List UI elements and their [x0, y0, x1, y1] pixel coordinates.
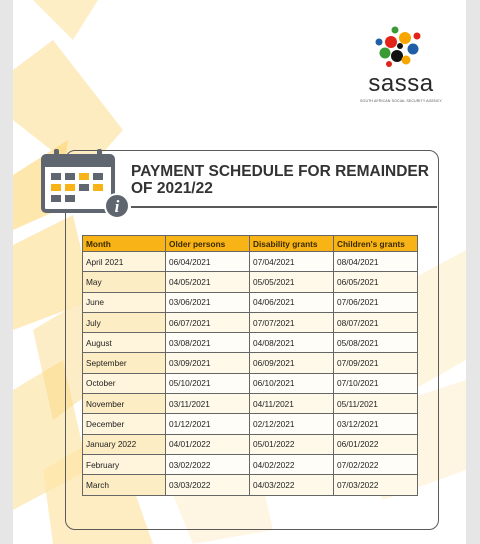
cell-disability-grants: 04/11/2021	[250, 394, 334, 414]
hands-emblem-icon	[351, 22, 451, 72]
payment-schedule-table	[82, 235, 418, 496]
cell-childrens-grants: 06/01/2022	[334, 434, 418, 454]
cell-older-persons: 03/02/2022	[166, 454, 250, 474]
table-header-row	[83, 236, 418, 252]
cell-childrens-grants: 07/02/2022	[334, 454, 418, 474]
column-header-month: Month	[83, 236, 166, 252]
column-header-childrens-grants: Children's grants	[334, 236, 418, 252]
table-row	[83, 475, 418, 495]
cell-childrens-grants: 07/03/2022	[334, 475, 418, 495]
cell-older-persons: 03/03/2022	[166, 475, 250, 495]
cell-disability-grants: 04/03/2022	[250, 475, 334, 495]
sassa-logo	[351, 22, 451, 112]
cell-disability-grants: 04/06/2021	[250, 292, 334, 312]
table-row	[83, 312, 418, 332]
table-row	[83, 353, 418, 373]
cell-childrens-grants: 05/08/2021	[334, 333, 418, 353]
cell-older-persons: 06/04/2021	[166, 252, 250, 272]
cell-month: June	[83, 292, 166, 312]
page-title	[131, 163, 431, 197]
cell-month: March	[83, 475, 166, 495]
cell-childrens-grants: 07/09/2021	[334, 353, 418, 373]
svg-text:i: i	[114, 197, 120, 216]
column-header-disability-grants: Disability grants	[250, 236, 334, 252]
logo-wordmark: sassa	[368, 70, 434, 97]
table-row	[83, 333, 418, 353]
cell-month: October	[83, 373, 166, 393]
cell-older-persons: 03/09/2021	[166, 353, 250, 373]
cell-disability-grants: 06/10/2021	[250, 373, 334, 393]
cell-older-persons: 03/06/2021	[166, 292, 250, 312]
table-row	[83, 252, 418, 272]
cell-older-persons: 03/11/2021	[166, 394, 250, 414]
table-row	[83, 434, 418, 454]
info-icon	[105, 194, 129, 218]
cell-childrens-grants: 07/06/2021	[334, 292, 418, 312]
cell-month: July	[83, 312, 166, 332]
cell-childrens-grants: 03/12/2021	[334, 414, 418, 434]
cell-month: September	[83, 353, 166, 373]
cell-month: August	[83, 333, 166, 353]
title-divider	[131, 206, 437, 208]
cell-disability-grants: 04/02/2022	[250, 454, 334, 474]
cell-month: February	[83, 454, 166, 474]
cell-older-persons: 06/07/2021	[166, 312, 250, 332]
column-header-older-persons: Older persons	[166, 236, 250, 252]
table-row	[83, 414, 418, 434]
cell-childrens-grants: 07/10/2021	[334, 373, 418, 393]
cell-month: January 2022	[83, 434, 166, 454]
cell-older-persons: 03/08/2021	[166, 333, 250, 353]
title-line-1: PAYMENT SCHEDULE FOR REMAINDER	[131, 163, 429, 180]
logo-tagline: SOUTH AFRICAN SOCIAL SECURITY AGENCY	[360, 99, 442, 103]
cell-childrens-grants: 05/11/2021	[334, 394, 418, 414]
title-line-2: OF 2021/22	[131, 180, 213, 197]
cell-older-persons: 01/12/2021	[166, 414, 250, 434]
calendar-icon	[40, 146, 130, 226]
cell-month: December	[83, 414, 166, 434]
cell-disability-grants: 04/08/2021	[250, 333, 334, 353]
cell-childrens-grants: 06/05/2021	[334, 272, 418, 292]
cell-disability-grants: 05/05/2021	[250, 272, 334, 292]
table-row	[83, 292, 418, 312]
cell-older-persons: 04/01/2022	[166, 434, 250, 454]
cell-childrens-grants: 08/04/2021	[334, 252, 418, 272]
cell-disability-grants: 07/04/2021	[250, 252, 334, 272]
cell-disability-grants: 05/01/2022	[250, 434, 334, 454]
cell-disability-grants: 07/07/2021	[250, 312, 334, 332]
cell-childrens-grants: 08/07/2021	[334, 312, 418, 332]
cell-older-persons: 04/05/2021	[166, 272, 250, 292]
cell-older-persons: 05/10/2021	[166, 373, 250, 393]
table-row	[83, 373, 418, 393]
cell-month: May	[83, 272, 166, 292]
cell-month: April 2021	[83, 252, 166, 272]
table-row	[83, 272, 418, 292]
cell-disability-grants: 06/09/2021	[250, 353, 334, 373]
cell-month: November	[83, 394, 166, 414]
document-page	[13, 0, 466, 544]
table-row	[83, 454, 418, 474]
cell-disability-grants: 02/12/2021	[250, 414, 334, 434]
table-row	[83, 394, 418, 414]
